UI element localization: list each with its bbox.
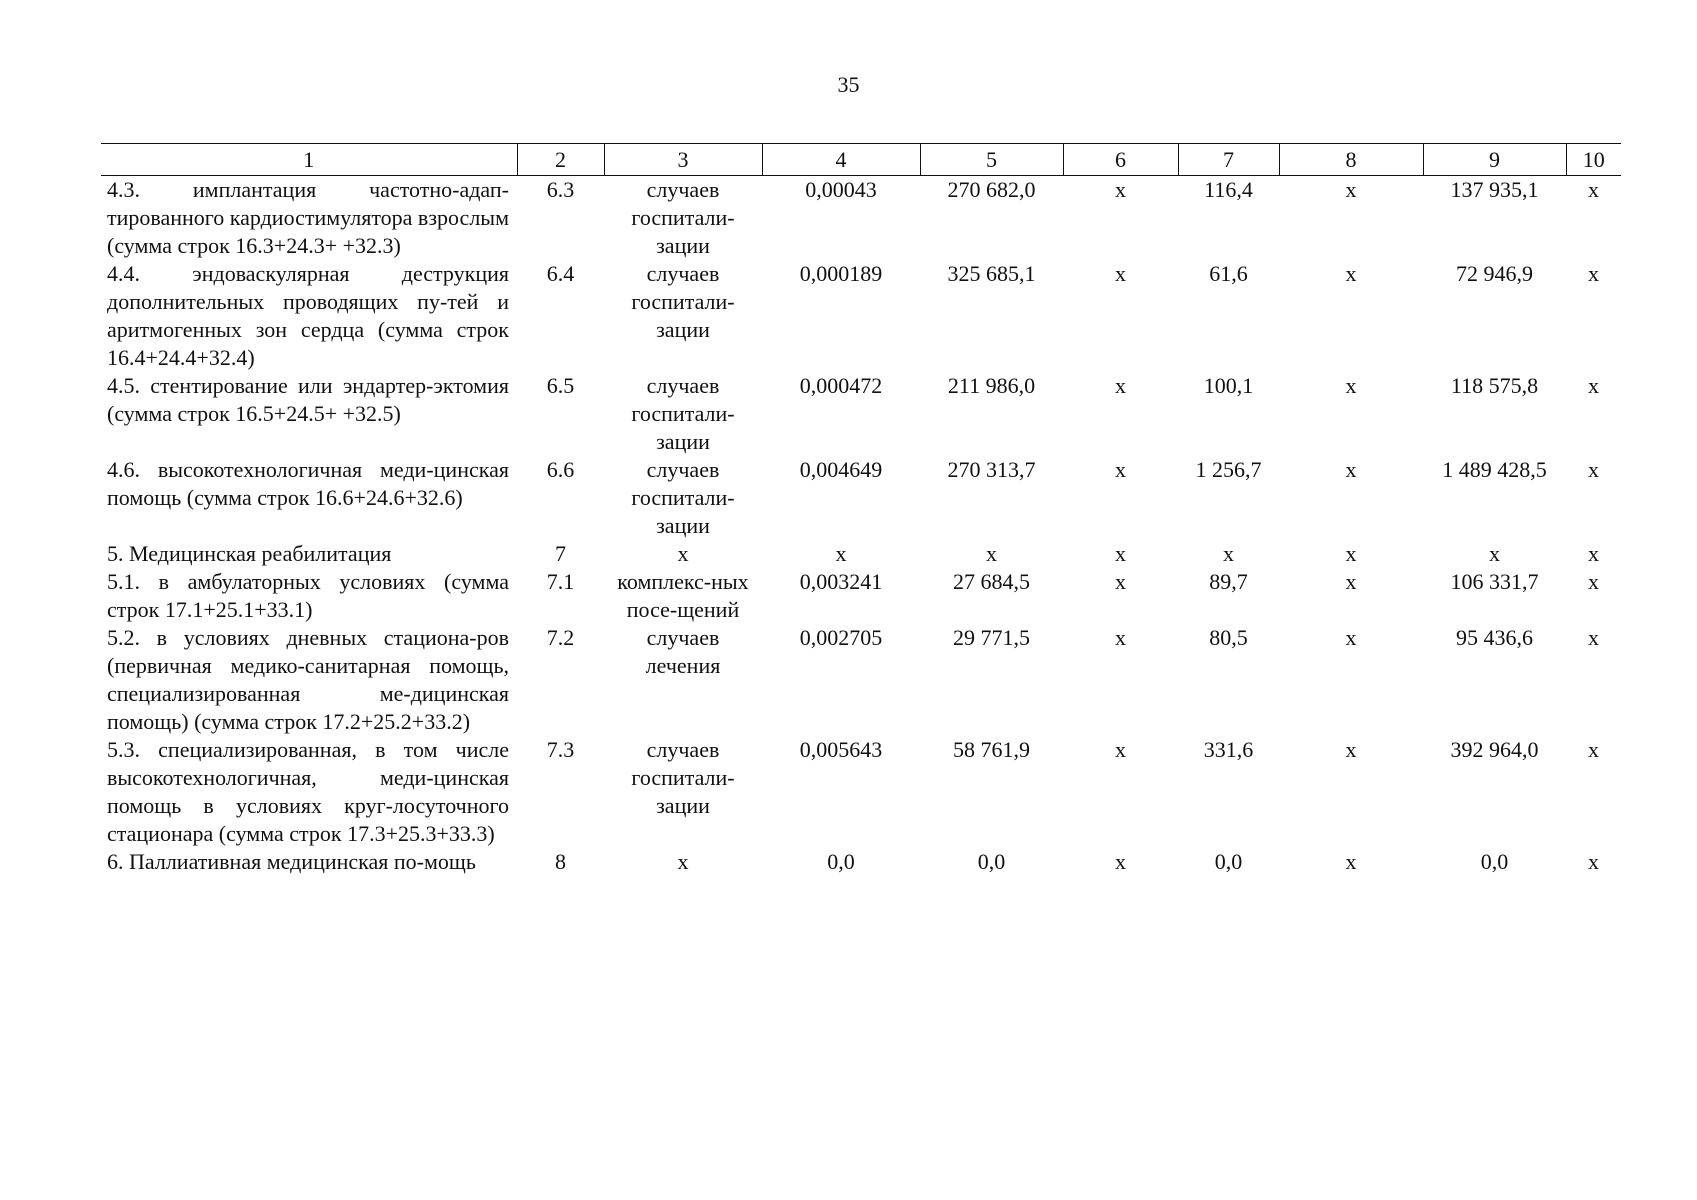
page-number: 35 — [837, 72, 860, 97]
row-cell-4: 0,002705 — [799, 625, 883, 650]
row-number: 7 — [555, 541, 566, 566]
row-cell-7: 80,5 — [1209, 625, 1248, 650]
row-unit: случаев госпитали-зации — [631, 457, 735, 538]
data-table — [101, 143, 1621, 876]
row-cell-10: х — [1588, 541, 1599, 566]
row-unit: случаев госпитали-зации — [631, 737, 735, 818]
row-cell-8: х — [1345, 177, 1357, 202]
row-cell-9: 0,0 — [1480, 849, 1509, 874]
row-cell-5: 27 684,5 — [953, 569, 1030, 594]
row-cell-10: х — [1588, 373, 1599, 398]
row-cell-10: х — [1588, 625, 1599, 650]
row-cell-4: 0,00043 — [805, 177, 877, 202]
row-number: 6.4 — [546, 261, 575, 286]
row-cell-8: х — [1345, 373, 1357, 398]
row-cell-10: х — [1588, 737, 1599, 762]
row-cell-10: х — [1588, 261, 1599, 286]
row-cell-10: х — [1588, 569, 1599, 594]
row-cell-5: 325 685,1 — [947, 261, 1036, 286]
row-cell-4: 0,0 — [827, 849, 855, 874]
row-unit: х — [677, 541, 689, 566]
row-cell-7: 89,7 — [1209, 569, 1248, 594]
table-row — [101, 260, 1621, 372]
row-cell-6: х — [1115, 457, 1126, 482]
row-cell-9: 95 436,6 — [1456, 625, 1533, 650]
table-row — [101, 736, 1621, 848]
table-row — [101, 540, 1621, 568]
row-cell-5: 270 313,7 — [947, 457, 1036, 482]
row-number: 8 — [555, 849, 566, 874]
row-cell-6: х — [1115, 541, 1126, 566]
row-number: 6.6 — [546, 457, 575, 482]
row-unit: комплекс-ных посе-щений — [617, 569, 749, 622]
table-row — [101, 176, 1621, 261]
row-cell-7: 1 256,7 — [1195, 457, 1262, 482]
row-cell-9: х — [1489, 541, 1500, 566]
row-cell-8: х — [1345, 737, 1357, 762]
row-description: 5.2. в условиях дневных стациона-ров (первичная медико-санитарная помощь, специализированная ме-дицинская помощь) (сумма строк 17.2+25.2+33.2) — [107, 625, 509, 734]
row-unit: случаев лечения — [645, 625, 721, 678]
row-cell-6: х — [1115, 625, 1126, 650]
row-cell-10: х — [1588, 457, 1599, 482]
row-cell-4: х — [835, 541, 847, 566]
row-cell-8: х — [1345, 625, 1357, 650]
row-cell-10: х — [1588, 849, 1599, 874]
row-cell-4: 0,004649 — [799, 457, 883, 482]
row-cell-7: х — [1223, 541, 1234, 566]
row-cell-6: х — [1115, 177, 1126, 202]
row-cell-7: 61,6 — [1209, 261, 1248, 286]
row-cell-9: 392 964,0 — [1450, 737, 1539, 762]
row-number: 7.3 — [546, 737, 575, 762]
row-unit: случаев госпитали-зации — [631, 261, 735, 342]
row-cell-9: 106 331,7 — [1450, 569, 1539, 594]
row-unit: случаев госпитали-зации — [631, 373, 735, 454]
row-cell-5: 270 682,0 — [947, 177, 1036, 202]
column-header: 3 — [604, 144, 762, 176]
row-cell-4: 0,005643 — [799, 737, 883, 762]
table-row — [101, 372, 1621, 456]
row-number: 6.3 — [546, 177, 575, 202]
row-cell-6: х — [1115, 737, 1126, 762]
row-description: 5.3. специализированная, в том числе высокотехнологичная, меди-цинская помощь в условиях круг-лосуточного стационара (сумма строк 17.3+25.3+33.3) — [107, 737, 509, 846]
row-cell-7: 100,1 — [1203, 373, 1254, 398]
row-cell-9: 72 946,9 — [1456, 261, 1533, 286]
row-cell-6: х — [1115, 261, 1126, 286]
column-header: 8 — [1279, 144, 1423, 176]
row-cell-8: х — [1345, 569, 1357, 594]
row-description: 4.5. стентирование или эндартер-эктомия (сумма строк 16.5+24.5+ +32.5) — [107, 373, 509, 426]
column-header: 2 — [517, 144, 604, 176]
table-row — [101, 568, 1621, 624]
row-cell-9: 1 489 428,5 — [1442, 457, 1547, 482]
row-cell-7: 0,0 — [1214, 849, 1243, 874]
row-cell-7: 116,4 — [1204, 177, 1253, 202]
row-unit: случаев госпитали-зации — [631, 177, 735, 258]
row-number: 6.5 — [546, 373, 575, 398]
column-header: 10 — [1566, 144, 1621, 176]
row-cell-10: х — [1588, 177, 1599, 202]
row-number: 7.1 — [546, 569, 575, 594]
row-description: 4.4. эндоваскулярная деструкция дополнительных проводящих пу-тей и аритмогенных зон сердца (сумма строк 16.4+24.4+32.4) — [107, 261, 509, 370]
row-description: 4.6. высокотехнологичная меди-цинская помощь (сумма строк 16.6+24.6+32.6) — [107, 457, 509, 510]
row-cell-4: 0,003241 — [799, 569, 883, 594]
row-description: 5.1. в амбулаторных условиях (сумма строк 17.1+25.1+33.1) — [107, 569, 509, 622]
row-description: 4.3. имплантация частотно-адап-тированного кардиостимулятора взрослым (сумма строк 16.3+24.3+ +32.3) — [107, 177, 509, 258]
column-header: 6 — [1063, 144, 1178, 176]
row-description: 5. Медицинская реабилитация — [107, 541, 392, 566]
row-number: 7.2 — [546, 625, 575, 650]
row-cell-4: 0,000189 — [799, 261, 883, 286]
row-cell-8: х — [1345, 849, 1357, 874]
row-unit: х — [677, 849, 689, 874]
row-cell-5: 58 761,9 — [953, 737, 1030, 762]
row-cell-9: 137 935,1 — [1450, 177, 1539, 202]
row-cell-8: х — [1345, 261, 1357, 286]
column-header: 5 — [920, 144, 1063, 176]
row-description: 6. Паллиативная медицинская по-мощь — [107, 849, 476, 874]
row-cell-6: х — [1115, 373, 1126, 398]
table-row — [101, 624, 1621, 736]
row-cell-5: 211 986,0 — [947, 373, 1036, 398]
row-cell-5: 29 771,5 — [953, 625, 1030, 650]
column-header: 1 — [101, 144, 517, 176]
row-cell-8: х — [1345, 457, 1357, 482]
row-cell-7: 331,6 — [1203, 737, 1254, 762]
table-row — [101, 848, 1621, 876]
row-cell-9: 118 575,8 — [1450, 373, 1539, 398]
row-cell-8: х — [1345, 541, 1357, 566]
row-cell-4: 0,000472 — [799, 373, 883, 398]
column-header: 4 — [762, 144, 920, 176]
row-cell-6: х — [1115, 849, 1126, 874]
row-cell-5: 0,0 — [977, 849, 1006, 874]
table-row — [101, 456, 1621, 540]
table-header-row — [101, 144, 1621, 176]
row-cell-5: х — [986, 541, 997, 566]
column-header: 7 — [1178, 144, 1279, 176]
column-header: 9 — [1423, 144, 1566, 176]
row-cell-6: х — [1115, 569, 1126, 594]
